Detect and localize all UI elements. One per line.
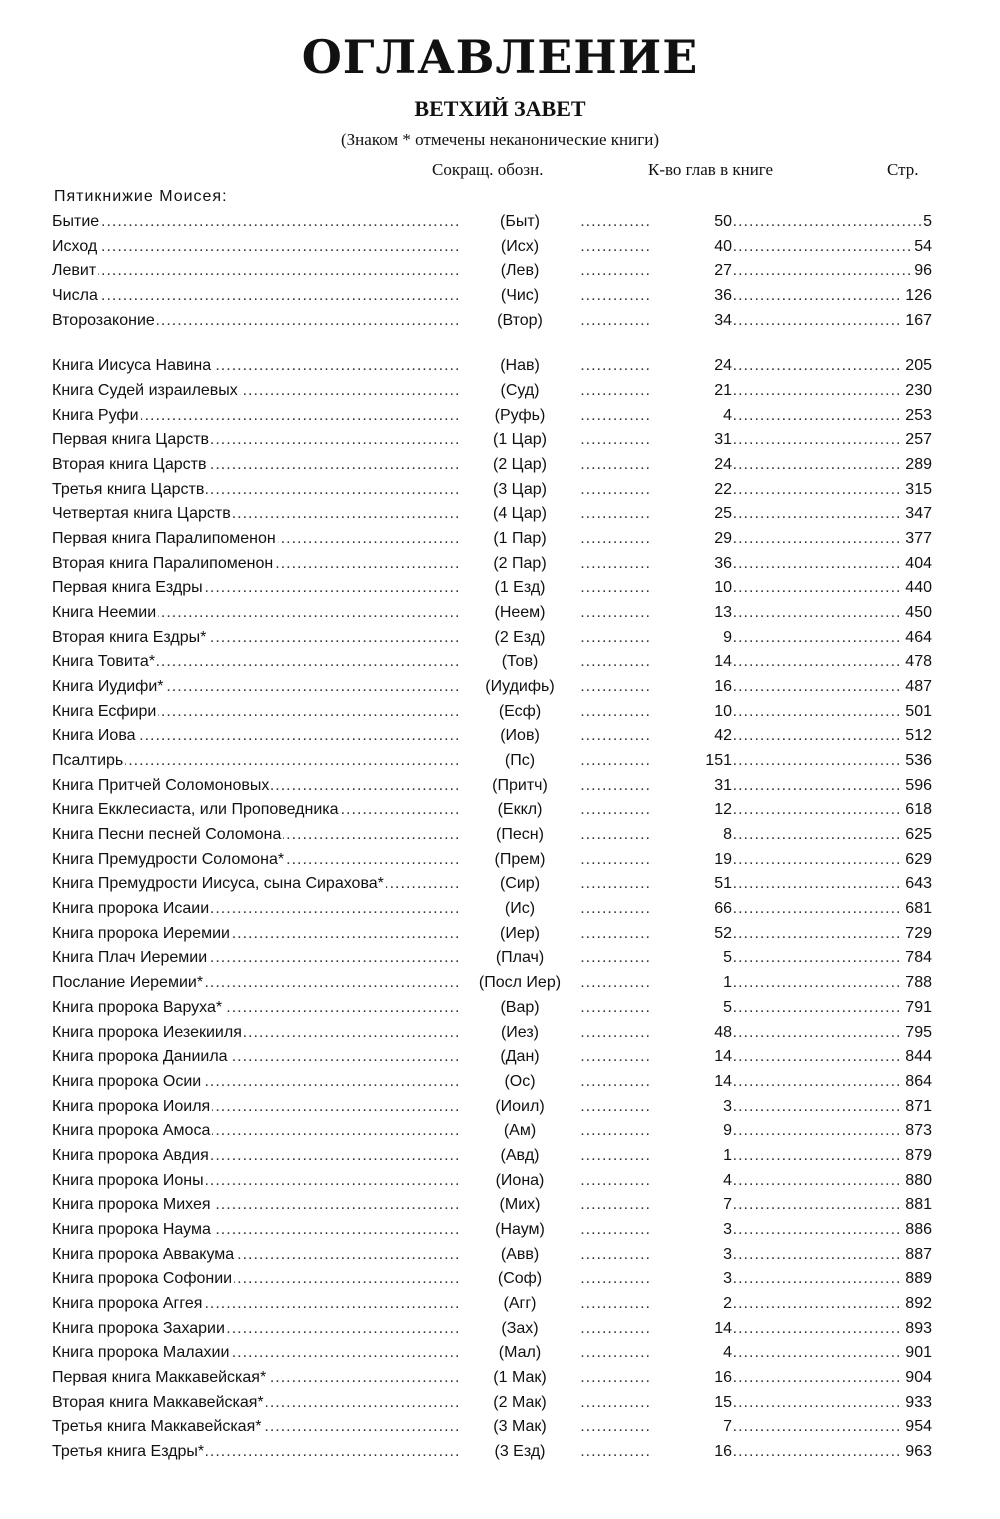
- toc-entry-title: Книга пророка Исаии: [52, 897, 211, 922]
- toc-entry-title: Второзаконие: [52, 309, 157, 334]
- toc-entry-title: Вторая книга Маккавейская*: [52, 1391, 266, 1416]
- toc-entry: [52, 1317, 932, 1342]
- column-header-chapters: К-во глав в книге: [648, 160, 774, 179]
- toc-entry: [52, 1366, 932, 1391]
- toc-entry-abbreviation: (Нав): [460, 354, 580, 379]
- toc-entry-abbreviation: (Агг): [460, 1292, 580, 1317]
- toc-entry-chapters: 16: [652, 1440, 732, 1465]
- toc-entry-abbreviation: (Еккл): [460, 798, 580, 823]
- toc-entry-abbreviation: (Мал): [460, 1341, 580, 1366]
- toc-entry-title: Первая книга Маккавейская*: [52, 1366, 268, 1391]
- toc-entry-abbreviation: (3 Цар): [460, 478, 580, 503]
- toc-entry-chapters: 14: [652, 1045, 732, 1070]
- toc-entry-chapters: 21: [652, 379, 732, 404]
- toc-entry-title: Книга пророка Аггея: [52, 1292, 204, 1317]
- toc-entry-chapters: 31: [652, 774, 732, 799]
- toc-entry: [52, 404, 932, 429]
- toc-entry: [52, 502, 932, 527]
- toc-entry-title: Первая книга Царств: [52, 428, 211, 453]
- toc-entry-chapters: 3: [652, 1218, 732, 1243]
- toc-entry-title: Книга Руфи: [52, 404, 141, 429]
- toc-entry: [52, 1292, 932, 1317]
- toc-entry: [52, 527, 932, 552]
- toc-entry: [52, 848, 932, 873]
- toc-entry-page: 729: [903, 922, 932, 947]
- toc-entry-chapters: 24: [652, 453, 732, 478]
- toc-entry-title: Книга пророка Даниила: [52, 1045, 230, 1070]
- toc-entry-chapters: 10: [652, 700, 732, 725]
- subsection-label: Пятикнижие Моисея:: [54, 188, 228, 205]
- toc-entry-page: 629: [903, 848, 932, 873]
- toc-entry-page: 901: [903, 1341, 932, 1366]
- toc-entry-abbreviation: (Иудифь): [460, 675, 580, 700]
- toc-entry-title: Книга Судей израилевых: [52, 379, 240, 404]
- toc-entry-page: 784: [903, 946, 932, 971]
- toc-entry-chapters: 5: [652, 996, 732, 1021]
- toc-entry-page: 315: [903, 478, 932, 503]
- toc-entry-title: Третья книга Царств: [52, 478, 206, 503]
- toc-entry-title: Числа: [52, 284, 100, 309]
- toc-entry-abbreviation: (1 Пар): [460, 527, 580, 552]
- toc-entry-abbreviation: (Песн): [460, 823, 580, 848]
- toc-entry-page: 167: [903, 309, 932, 334]
- toc-entry-chapters: 13: [652, 601, 732, 626]
- toc-entry-chapters: 52: [652, 922, 732, 947]
- toc-entry-chapters: 1: [652, 971, 732, 996]
- toc-entry-title: Третья книга Ездры*: [52, 1440, 206, 1465]
- toc-entry-title: Вторая книга Ездры*: [52, 626, 208, 651]
- toc-entry-page: 880: [903, 1169, 932, 1194]
- toc-entry-title: Книга пророка Аввакума: [52, 1243, 236, 1268]
- toc-entry-page: 501: [903, 700, 932, 725]
- toc-entry-page: 450: [903, 601, 932, 626]
- toc-entry: [52, 284, 932, 309]
- toc-entry-page: 54: [912, 235, 932, 260]
- toc-entry-title: Книга пророка Амоса: [52, 1119, 212, 1144]
- toc-entry-title: Книга пророка Иезекииля: [52, 1021, 244, 1046]
- section-heading: ВЕТХИЙ ЗАВЕТ: [414, 96, 586, 121]
- toc-entry-chapters: 66: [652, 897, 732, 922]
- toc-entry-abbreviation: (Наум): [460, 1218, 580, 1243]
- toc-entry-chapters: 24: [652, 354, 732, 379]
- toc-entry-page: 536: [903, 749, 932, 774]
- toc-entry-title: Книга пророка Авдия: [52, 1144, 211, 1169]
- toc-entry-chapters: 40: [652, 235, 732, 260]
- toc-entry-title: Книга Песни песней Соломона: [52, 823, 283, 848]
- toc-entry-page: 844: [903, 1045, 932, 1070]
- toc-entry-title: Псалтирь: [52, 749, 125, 774]
- toc-entry-abbreviation: (3 Езд): [460, 1440, 580, 1465]
- toc-entry-abbreviation: (Соф): [460, 1267, 580, 1292]
- toc-entry-title: Книга Премудрости Соломона*: [52, 848, 286, 873]
- toc-entry-chapters: 48: [652, 1021, 732, 1046]
- toc-entry-abbreviation: (Тов): [460, 650, 580, 675]
- toc-entry-title: Вторая книга Царств: [52, 453, 209, 478]
- toc-entry-page: 893: [903, 1317, 932, 1342]
- toc-entry-title: Третья книга Маккавейская*: [52, 1415, 263, 1440]
- column-header-abbreviation: Сокращ. обозн.: [432, 160, 544, 179]
- toc-entry-page: 864: [903, 1070, 932, 1095]
- toc-entry: [52, 971, 932, 996]
- toc-entry-page: 205: [903, 354, 932, 379]
- toc-entry-chapters: 3: [652, 1243, 732, 1268]
- toc-entry-title: Книга Неемии: [52, 601, 158, 626]
- toc-entry: [52, 1095, 932, 1120]
- toc-entry-abbreviation: (1 Езд): [460, 576, 580, 601]
- toc-entry-abbreviation: (Прем): [460, 848, 580, 873]
- toc-entry: [52, 626, 932, 651]
- toc-entry-chapters: 34: [652, 309, 732, 334]
- toc-entry-abbreviation: (Неем): [460, 601, 580, 626]
- toc-entry-chapters: 14: [652, 1317, 732, 1342]
- toc-entry-title: Книга Иудифи*: [52, 675, 166, 700]
- toc-entry-abbreviation: (Притч): [460, 774, 580, 799]
- note-text: (Знаком * отмечены неканонические книги): [341, 130, 659, 149]
- toc-entry-page: 954: [903, 1415, 932, 1440]
- toc-entry-chapters: 36: [652, 552, 732, 577]
- toc-entry: [52, 749, 932, 774]
- toc-entry-page: 377: [903, 527, 932, 552]
- toc-entry-abbreviation: (4 Цар): [460, 502, 580, 527]
- toc-entry: [52, 1193, 932, 1218]
- toc-entry-title: Первая книга Ездры: [52, 576, 205, 601]
- toc-entry: [52, 650, 932, 675]
- toc-entry-page: 257: [903, 428, 932, 453]
- toc-entry: [52, 675, 932, 700]
- toc-entry: [52, 1415, 932, 1440]
- toc-list: [52, 210, 932, 1465]
- toc-entry-abbreviation: (Зах): [460, 1317, 580, 1342]
- toc-entry-abbreviation: (Дан): [460, 1045, 580, 1070]
- toc-entry-abbreviation: (2 Езд): [460, 626, 580, 651]
- toc-entry-title: Книга Премудрости Иисуса, сына Сирахова*: [52, 872, 386, 897]
- toc-entry-page: 889: [903, 1267, 932, 1292]
- toc-entry: [52, 309, 932, 334]
- toc-entry: [52, 1267, 932, 1292]
- toc-entry-chapters: 9: [652, 626, 732, 651]
- toc-entry-abbreviation: (1 Цар): [460, 428, 580, 453]
- toc-entry: [52, 601, 932, 626]
- toc-entry: [52, 823, 932, 848]
- toc-entry: [52, 996, 932, 1021]
- toc-entry-page: 625: [903, 823, 932, 848]
- toc-entry-title: Книга пророка Михея: [52, 1193, 213, 1218]
- toc-entry-chapters: 31: [652, 428, 732, 453]
- toc-entry: [52, 235, 932, 260]
- toc-entry-page: 96: [912, 259, 932, 284]
- toc-entry: [52, 1070, 932, 1095]
- toc-entry-page: 596: [903, 774, 932, 799]
- toc-entry-page: 886: [903, 1218, 932, 1243]
- toc-entry-chapters: 36: [652, 284, 732, 309]
- toc-entry-title: Первая книга Паралипоменон: [52, 527, 278, 552]
- toc-entry-abbreviation: (2 Мак): [460, 1391, 580, 1416]
- toc-entry-page: 643: [903, 872, 932, 897]
- toc-entry-page: 5: [921, 210, 932, 235]
- toc-entry-chapters: 19: [652, 848, 732, 873]
- toc-entry-abbreviation: (Исх): [460, 235, 580, 260]
- toc-entry: [52, 210, 932, 235]
- column-header-page: Стр.: [887, 160, 919, 179]
- toc-entry-page: 126: [903, 284, 932, 309]
- toc-entry: [52, 552, 932, 577]
- toc-entry-title: Исход: [52, 235, 99, 260]
- toc-entry-chapters: 29: [652, 527, 732, 552]
- toc-entry-abbreviation: (Есф): [460, 700, 580, 725]
- toc-entry-page: 440: [903, 576, 932, 601]
- toc-entry: [52, 872, 932, 897]
- toc-entry-title: Книга Иова: [52, 724, 138, 749]
- toc-entry: [52, 897, 932, 922]
- toc-entry-page: 347: [903, 502, 932, 527]
- toc-entry-chapters: 2: [652, 1292, 732, 1317]
- toc-entry-page: 230: [903, 379, 932, 404]
- toc-entry-chapters: 4: [652, 1169, 732, 1194]
- toc-entry: [52, 774, 932, 799]
- toc-entry: [52, 1391, 932, 1416]
- toc-entry-chapters: 42: [652, 724, 732, 749]
- toc-entry-page: 478: [903, 650, 932, 675]
- toc-entry-abbreviation: (Иов): [460, 724, 580, 749]
- toc-entry-abbreviation: (Плач): [460, 946, 580, 971]
- toc-entry-chapters: 10: [652, 576, 732, 601]
- toc-entry-chapters: 7: [652, 1193, 732, 1218]
- toc-entry-chapters: 15: [652, 1391, 732, 1416]
- toc-entry-page: 253: [903, 404, 932, 429]
- toc-entry-title: Книга пророка Осии: [52, 1070, 203, 1095]
- toc-entry-chapters: 27: [652, 259, 732, 284]
- toc-entry-abbreviation: (Чис): [460, 284, 580, 309]
- toc-entry-chapters: 14: [652, 650, 732, 675]
- toc-entry-abbreviation: (Руфь): [460, 404, 580, 429]
- toc-entry-abbreviation: (Ос): [460, 1070, 580, 1095]
- toc-entry-abbreviation: (Авд): [460, 1144, 580, 1169]
- toc-entry-abbreviation: (Сир): [460, 872, 580, 897]
- toc-entry-title: Книга пророка Иоиля: [52, 1095, 212, 1120]
- toc-entry-page: 892: [903, 1292, 932, 1317]
- toc-entry-abbreviation: (2 Цар): [460, 453, 580, 478]
- toc-entry-chapters: 16: [652, 675, 732, 700]
- toc-entry-page: 879: [903, 1144, 932, 1169]
- toc-entry: [52, 1021, 932, 1046]
- page-title: ОГЛАВЛЕНИЕ: [301, 30, 699, 84]
- toc-entry: [52, 1341, 932, 1366]
- toc-entry-abbreviation: (Авв): [460, 1243, 580, 1268]
- toc-entry-title: Послание Иеремии*: [52, 971, 205, 996]
- toc-entry: [52, 1243, 932, 1268]
- toc-entry-chapters: 14: [652, 1070, 732, 1095]
- toc-entry-page: 791: [903, 996, 932, 1021]
- toc-entry-page: 873: [903, 1119, 932, 1144]
- toc-entry: [52, 724, 932, 749]
- toc-entry-chapters: 50: [652, 210, 732, 235]
- toc-entry: [52, 1144, 932, 1169]
- toc-entry-abbreviation: (Иез): [460, 1021, 580, 1046]
- toc-entry-abbreviation: (Пс): [460, 749, 580, 774]
- toc-entry: [52, 1440, 932, 1465]
- toc-entry-abbreviation: (2 Пар): [460, 552, 580, 577]
- toc-entry: [52, 478, 932, 503]
- toc-entry-abbreviation: (Иоил): [460, 1095, 580, 1120]
- toc-entry-page: 904: [903, 1366, 932, 1391]
- toc-entry: [52, 354, 932, 379]
- toc-entry-abbreviation: (Суд): [460, 379, 580, 404]
- toc-entry-title: Книга пророка Ионы: [52, 1169, 206, 1194]
- toc-entry-chapters: 4: [652, 1341, 732, 1366]
- toc-entry: [52, 1045, 932, 1070]
- toc-entry: [52, 700, 932, 725]
- toc-entry-chapters: 12: [652, 798, 732, 823]
- toc-entry: [52, 428, 932, 453]
- toc-entry-page: 795: [903, 1021, 932, 1046]
- toc-entry-abbreviation: (3 Мак): [460, 1415, 580, 1440]
- toc-entry-title: Книга Есфири: [52, 700, 158, 725]
- toc-entry-abbreviation: (Лев): [460, 259, 580, 284]
- toc-entry-page: 512: [903, 724, 932, 749]
- toc-entry-page: 871: [903, 1095, 932, 1120]
- toc-entry: [52, 453, 932, 478]
- toc-entry-page: 487: [903, 675, 932, 700]
- toc-entry: [52, 259, 932, 284]
- toc-entry-title: Книга пророка Софонии: [52, 1267, 234, 1292]
- toc-entry-chapters: 7: [652, 1415, 732, 1440]
- toc-entry-chapters: 25: [652, 502, 732, 527]
- toc-entry-abbreviation: (Посл Иер): [460, 971, 580, 996]
- toc-entry-page: 464: [903, 626, 932, 651]
- toc-entry-title: Книга пророка Варуха*: [52, 996, 224, 1021]
- toc-entry-chapters: 4: [652, 404, 732, 429]
- toc-entry-title: Книга пророка Малахии: [52, 1341, 231, 1366]
- toc-entry-page: 618: [903, 798, 932, 823]
- toc-entry-chapters: 3: [652, 1095, 732, 1120]
- toc-entry-chapters: 5: [652, 946, 732, 971]
- toc-entry-chapters: 8: [652, 823, 732, 848]
- toc-entry-abbreviation: (Втор): [460, 309, 580, 334]
- toc-entry-page: 788: [903, 971, 932, 996]
- toc-entry: [52, 576, 932, 601]
- toc-entry-page: 887: [903, 1243, 932, 1268]
- toc-entry: [52, 922, 932, 947]
- toc-entry: [52, 946, 932, 971]
- toc-entry-chapters: 22: [652, 478, 732, 503]
- toc-entry-title: Книга Товита*: [52, 650, 157, 675]
- toc-entry-abbreviation: (Ис): [460, 897, 580, 922]
- toc-entry-page: 681: [903, 897, 932, 922]
- toc-entry-page: 963: [903, 1440, 932, 1465]
- toc-entry: [52, 1169, 932, 1194]
- toc-entry-title: Левит: [52, 259, 98, 284]
- toc-entry-abbreviation: (Быт): [460, 210, 580, 235]
- toc-entry-chapters: 51: [652, 872, 732, 897]
- toc-entry-title: Книга Плач Иеремии: [52, 946, 209, 971]
- toc-entry-title: Книга Притчей Соломоновых: [52, 774, 271, 799]
- toc-entry-page: 289: [903, 453, 932, 478]
- toc-entry-abbreviation: (1 Мак): [460, 1366, 580, 1391]
- toc-entry: [52, 1119, 932, 1144]
- toc-entry-title: Книга пророка Наума: [52, 1218, 213, 1243]
- toc-entry-title: Книга Екклесиаста, или Проповедника: [52, 798, 341, 823]
- toc-entry-abbreviation: (Иона): [460, 1169, 580, 1194]
- toc-entry-chapters: 16: [652, 1366, 732, 1391]
- toc-entry-abbreviation: (Иер): [460, 922, 580, 947]
- toc-entry-abbreviation: (Мих): [460, 1193, 580, 1218]
- toc-entry-abbreviation: (Вар): [460, 996, 580, 1021]
- toc-entry-abbreviation: (Ам): [460, 1119, 580, 1144]
- toc-entry-title: Книга Иисуса Навина: [52, 354, 213, 379]
- toc-entry-title: Вторая книга Паралипоменон: [52, 552, 275, 577]
- toc-entry-title: Бытие: [52, 210, 101, 235]
- toc-entry-title: Четвертая книга Царств: [52, 502, 233, 527]
- toc-entry-page: 933: [903, 1391, 932, 1416]
- toc-entry-chapters: 3: [652, 1267, 732, 1292]
- toc-entry-chapters: 1: [652, 1144, 732, 1169]
- toc-entry-title: Книга пророка Захарии: [52, 1317, 227, 1342]
- toc-entry-chapters: 151: [652, 749, 732, 774]
- toc-entry: [52, 798, 932, 823]
- toc-entry: [52, 1218, 932, 1243]
- toc-entry-title: Книга пророка Иеремии: [52, 922, 232, 947]
- toc-entry-chapters: 9: [652, 1119, 732, 1144]
- toc-entry-page: 881: [903, 1193, 932, 1218]
- toc-entry: [52, 379, 932, 404]
- toc-entry-page: 404: [903, 552, 932, 577]
